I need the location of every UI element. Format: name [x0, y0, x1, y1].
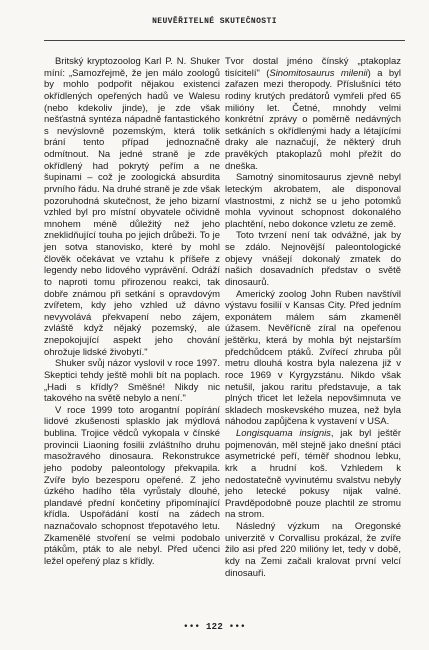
paragraph: Shuker svůj názor vyslovil v roce 1997. Skeptici tehdy ještě mohli bít na poplach. „Hadi s křídly? Směšné! Nikdy nic takového na světě nebylo a není.": [44, 358, 220, 405]
species-name: Sinomitosaurus milenii: [269, 67, 368, 79]
paragraph: [225, 56, 401, 172]
text-column-left: [44, 56, 220, 568]
paragraph: Toto tvrzení není tak odvážné, jak by se zdálo. Nejnovější paleontologické objevy vnášejí dokonalý zmatek do našich dosavadních představ o světě dinosaurů.: [225, 230, 401, 288]
paragraph-text: , jak byl ještěr pojmenován, měl stejně jako dnešní ptáci asymetrické peří, téměř shodnou lebku, krk a hrudní koš. Vzhledem k nedostatečně vyvinutému svalstvu nebyly jeho letecké pokusy nijak valné. Pravděpodobně pouze plachtil ze stromu na strom.: [225, 428, 401, 521]
paragraph-text: Tvor dostal jméno čínský „ptakoplaz tisícitelí" (: [225, 56, 401, 79]
footer-ornament: •••: [183, 622, 201, 632]
paragraph: Následný výzkum na Oregonské univerzitě v Corvallisu prokázal, že zvíře žilo asi před 220 milióny let, tedy v době, kdy na Zemi začali kralovat první velcí dinosauři.: [225, 521, 401, 579]
header-rule: [44, 40, 405, 41]
paragraph: [225, 428, 401, 521]
paragraph: Samotný sinomitosaurus zjevně nebyl leteckým akrobatem, ale disponoval vlastnostmi, z nichž se u jeho potomků mohla vyvinout schopnost dokonalého plachtění, nebo dokonce vzletu ze země.: [225, 172, 401, 230]
paragraph: V roce 1999 toto arogantní popírání lidové zkušenosti splasklo jak mýdlová bublina. Trojice vědců vykopala v čínské provincii Liaoning fosilii zvláštního druhu masožravého dinosaura. Rekonstrukce jeho podoby paleontology překvapila. Zvíře bylo bezesporu opeřené. Z jeho úzkého hadího těla vyrůstaly dlouhé, plandavé přední končetiny připomínající křídla. Uspořádání kostí na zádech naznačovalo schopnost třepotavého letu. Zkamenělé stvoření se velmi podobalo ptákům, pták to ale nebyl. Před učenci ležel opeřený plaz s křídly.: [44, 404, 220, 567]
running-header: NEUVĚŘITELNÉ SKUTEČNOSTI: [152, 17, 277, 26]
paragraph-text: ) a byl zařazen mezi theropody. Příslušníci této rodiny krutých predátorů vymřeli před 65 milióny let. Četné, mnohdy velmi konkrétní zprávy o poměrně nedávných setkáních s okřídlenými hady a létajícími draky ale naznačují, že některý druh pravěkých ptakoplazů mohl přežít do dneška.: [225, 67, 401, 172]
paragraph: Britský kryptozoolog Karl P. N. Shuker míní: „Samozřejmě, že jen málo zoologů by mohlo podpořit nějakou existenci okřídlených opeřených hadů ve Walesu (nebo kdekoliv jinde), je zde však nešťastná syntéza nápadně fantastického s nevýslovně pozemským, která tolik brání tento případ jednoznačně odmítnout. Na jedné straně je zde okřídlený had pokrytý peřím a ne šupinami – což je zoologická absurdita prvního řádu. Na druhé straně je zde však pozoruhodná skutečnost, že jeho bizarní vzhled byl pro místní obyvatele očividně mnohem méně důležitý než jeho zneklidňující touha po jejich drůbeži. To je jen sotva stanovisko, které by mohl člověk očekávat ve vztahu k příšeře z legendy nebo lidového vyprávění. Odráží to naproti tomu přirozenou reakci, tak dobře známou při setkání s opravdovým zvířetem, kdy jeho vzhled už dávno nevyvolává překvapení nebo zájem, zvláště když nějaký pozemský, ale znepokojující aspekt jeho chování ohrožuje lidské živobytí.": [44, 56, 220, 358]
text-column-right: [225, 56, 401, 579]
paragraph: Americký zoolog John Ruben navštívil výstavu fosilií v Kansas City. Před jedním exponátem málem sám zkameněl úžasem. Nevěřícně zíral na opeřenou ještěrku, která by mohla být nejstarším předchůdcem ptáků. Zvířecí zhruba půl metru dlouhá kostra byla nalezena již v roce 1969 v Kyrgyzstánu. Nikdo však netušil, jakou raritu představuje, a tak plných třicet let ležela nepovšimnuta ve skladech moskevského muzea, než byla náhodou zapůjčena k vystavení v USA.: [225, 288, 401, 428]
page-number: 122: [205, 622, 224, 632]
species-name: Longisquama insignis: [236, 428, 331, 439]
footer-ornament: •••: [228, 622, 246, 632]
page-footer: [0, 622, 429, 632]
